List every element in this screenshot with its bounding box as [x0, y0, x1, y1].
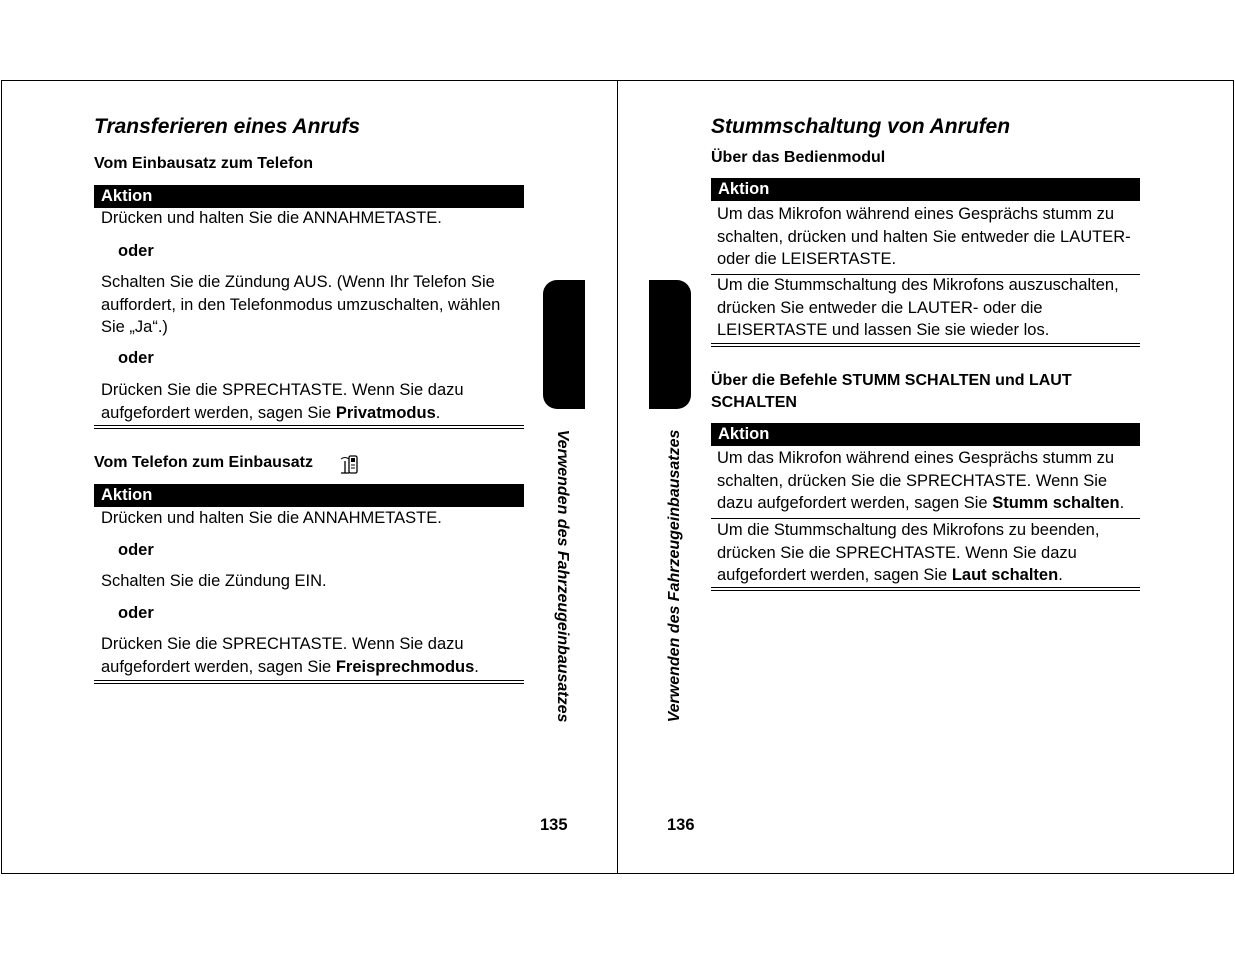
- or-label: oder: [118, 604, 154, 622]
- action-text: Drücken Sie die SPRECHTASTE. Wenn Sie dazu aufgefordert werden, sagen Sie Freisprechmodus.: [101, 635, 479, 676]
- action-text: Schalten Sie die Zündung AUS. (Wenn Ihr Telefon Sie auffordert, in den Telefonmodus umzuschalten, wählen Sie „Ja“.): [101, 273, 501, 336]
- right-page-title: Stummschaltung von Anrufen: [711, 115, 1011, 138]
- table-end-rule: [711, 587, 1140, 591]
- page-number: 135: [540, 816, 568, 834]
- action-text: Schalten Sie die Zündung EIN.: [101, 572, 327, 590]
- side-chapter-title: Verwenden des Fahrzeugeinbausatzes: [554, 429, 571, 723]
- or-label: oder: [118, 349, 154, 367]
- table-header: Aktion: [711, 423, 1140, 446]
- left-page-title: Transferieren eines Anrufs: [94, 115, 361, 138]
- action-text: Drücken und halten Sie die ANNAHMETASTE.: [101, 509, 442, 527]
- action-text: Um die Stummschaltung des Mikrofons zu beenden, drücken Sie die SPRECHTASTE. Wenn Sie dazu aufgefordert werden, sagen Sie Laut schalten.: [717, 521, 1100, 584]
- table-header: Aktion: [94, 185, 524, 208]
- table-end-rule: [94, 680, 524, 684]
- chapter-thumb-tab: [543, 280, 585, 409]
- or-label: oder: [118, 242, 154, 260]
- table-header: Aktion: [711, 178, 1140, 201]
- chapter-thumb-tab: [649, 280, 691, 409]
- action-text: Drücken Sie die SPRECHTASTE. Wenn Sie dazu aufgefordert werden, sagen Sie Privatmodus.: [101, 381, 464, 422]
- action-text: Um das Mikrofon während eines Gesprächs stumm zu schalten, drücken Sie die SPRECHTASTE. Wenn Sie dazu aufgefordert werden, sagen Sie Stumm schalten.: [717, 449, 1125, 512]
- action-text: Um die Stummschaltung des Mikrofons auszuschalten, drücken Sie entweder die LAUTER- oder die LEISERTASTE und lassen Sie sie wieder los.: [717, 276, 1119, 339]
- action-text: Um das Mikrofon während eines Gesprächs stumm zu schalten, drücken und halten Sie entweder die LAUTER- oder die LEISERTASTE.: [717, 205, 1131, 268]
- table-header: Aktion: [94, 484, 524, 507]
- section-heading: Vom Telefon zum Einbausatz: [94, 454, 313, 471]
- section-heading: Über das Bedienmodul: [711, 149, 886, 166]
- phone-icon: [339, 453, 359, 475]
- section-heading: Über die Befehle STUMM SCHALTEN und LAUT SCHALTEN: [711, 372, 1072, 411]
- section-heading: Vom Einbausatz zum Telefon: [94, 155, 313, 172]
- page-divider: [617, 80, 618, 874]
- page-number: 136: [667, 816, 695, 834]
- side-chapter-title: Verwenden des Fahrzeugeinbausatzes: [666, 429, 683, 723]
- table-end-rule: [711, 343, 1140, 347]
- table-end-rule: [94, 425, 524, 429]
- or-label: oder: [118, 541, 154, 559]
- action-text: Drücken und halten Sie die ANNAHMETASTE.: [101, 209, 442, 227]
